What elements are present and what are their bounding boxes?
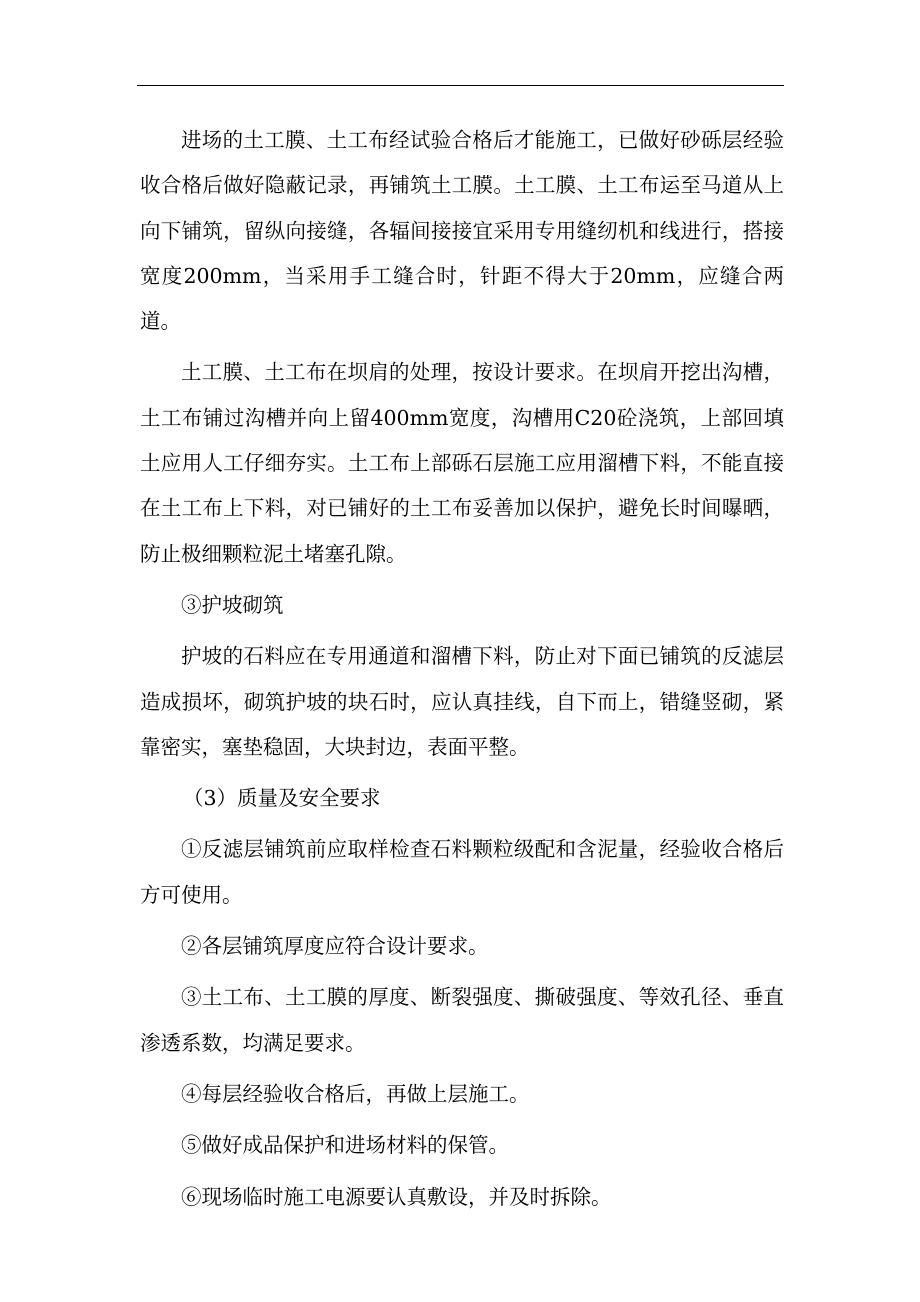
paragraph-slope-masonry: 护坡的石料应在专用通道和溜槽下料，防止对下面已铺筑的反滤层造成损坏，砌筑护坡的块石时，应认真挂线，自下而上，错缝竖砌，紧靠密实，塞垫稳固，大块封边，表面平整。 — [140, 644, 784, 759]
list-item-2: ②各层铺筑厚度应符合设计要求。 — [181, 934, 489, 959]
list-item-6: ⑥现场临时施工电源要认真敷设，并及时拆除。 — [181, 1184, 612, 1209]
list-item-4: ④每层经验收合格后，再做上层施工。 — [181, 1081, 530, 1106]
heading-quality-safety: （3）质量及安全要求 — [183, 786, 381, 811]
document-body — [140, 118, 784, 1226]
header-rule — [137, 85, 784, 86]
heading-slope-masonry: ③护坡砌筑 — [181, 592, 284, 617]
paragraph-geotextile-laying: 进场的土工膜、土工布经试验合格后才能施工，已做好砂砾层经验收合格后做好隐蔽记录，再铺筑土工膜。土工膜、土工布运至马道从上向下铺筑，留纵向接缝，各辐间接接宜采用专用缝纫机和线进行，搭接宽度200mm，当采用手工缝合时，针距不得大于20mm，应缝合两道。 — [140, 128, 784, 334]
paragraph-dam-shoulder-treatment: 土工膜、土工布在坝肩的处理，按设计要求。在坝肩开挖出沟槽，土工布铺过沟槽并向上留400mm宽度，沟槽用C20砼浇筑，上部回填土应用人工仔细夯实。土工布上部砾石层施工应用溜槽下料，不能直接在土工布上下料，对已铺好的土工布妥善加以保护，避免长时间曝晒，防止极细颗粒泥土堵塞孔隙。 — [140, 360, 784, 566]
list-item-5: ⑤做好成品保护和进场材料的保管。 — [181, 1133, 509, 1158]
list-item-3: ③土工布、土工膜的厚度、断裂强度、撕破强度、等效孔径、垂直渗透系数，均满足要求。 — [140, 985, 784, 1055]
list-item-1: ①反滤层铺筑前应取样检查石料颗粒级配和含泥量，经验收合格后方可使用。 — [140, 837, 784, 907]
